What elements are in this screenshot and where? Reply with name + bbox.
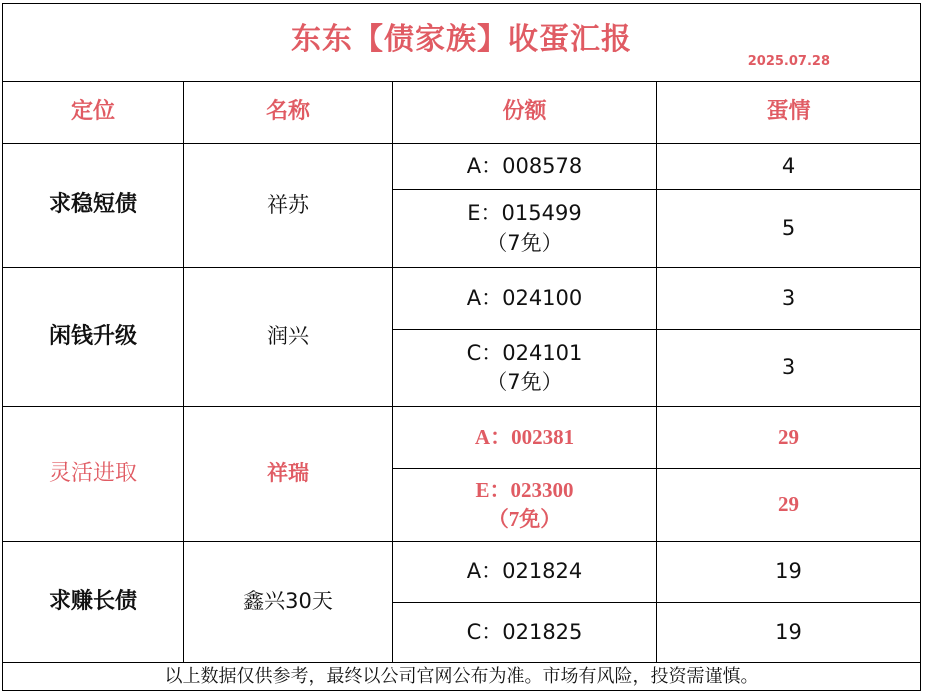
fund-name-cell: 润兴 bbox=[184, 268, 393, 407]
share-cell bbox=[393, 268, 657, 330]
title-row bbox=[3, 4, 921, 82]
table-row bbox=[3, 407, 921, 469]
eggs-cell: 3 bbox=[657, 330, 921, 407]
share-cell bbox=[393, 407, 657, 469]
share-note: （7免） bbox=[486, 370, 563, 394]
share-code: A：021824 bbox=[466, 559, 583, 584]
share-cell bbox=[393, 190, 657, 268]
table-row bbox=[3, 268, 921, 330]
share-cell bbox=[393, 330, 657, 407]
fund-name-cell: 鑫兴30天 bbox=[184, 542, 393, 663]
eggs-cell: 29 bbox=[657, 407, 921, 469]
header-position: 定位 bbox=[3, 82, 184, 144]
eggs-cell: 19 bbox=[657, 542, 921, 603]
share-note: （7免） bbox=[486, 230, 563, 255]
share-code: E：015499 bbox=[467, 201, 582, 226]
share-cell bbox=[393, 469, 657, 542]
position-cell: 灵活进取 bbox=[3, 407, 184, 542]
share-code: E：023300 bbox=[475, 477, 574, 502]
share-code: A：002381 bbox=[474, 424, 575, 449]
footer-row bbox=[3, 663, 921, 691]
header-name: 名称 bbox=[184, 82, 393, 144]
eggs-cell: 29 bbox=[657, 469, 921, 542]
position-cell: 求稳短债 bbox=[3, 144, 184, 268]
share-code: C：021825 bbox=[466, 619, 583, 644]
table-row bbox=[3, 542, 921, 603]
share-note: （7免） bbox=[487, 507, 562, 531]
eggs-cell: 3 bbox=[657, 268, 921, 330]
share-code: C：024101 bbox=[466, 340, 583, 365]
share-cell bbox=[393, 542, 657, 603]
share-cell bbox=[393, 144, 657, 190]
report-date: 2025.07.28 bbox=[747, 53, 830, 69]
fund-name-cell: 祥瑞 bbox=[184, 407, 393, 542]
title-cell bbox=[3, 4, 921, 82]
eggs-cell: 5 bbox=[657, 190, 921, 268]
header-eggs: 蛋情 bbox=[657, 82, 921, 144]
share-cell bbox=[393, 603, 657, 663]
eggs-cell: 4 bbox=[657, 144, 921, 190]
header-share: 份额 bbox=[393, 82, 657, 144]
position-cell: 求赚长债 bbox=[3, 542, 184, 663]
table-row bbox=[3, 144, 921, 190]
share-code: A：008578 bbox=[466, 153, 583, 178]
fund-name-cell: 祥苏 bbox=[184, 144, 393, 268]
share-code: A：024100 bbox=[466, 285, 583, 310]
eggs-cell: 19 bbox=[657, 603, 921, 663]
report-title: 东东【债家族】收蛋汇报 bbox=[291, 21, 632, 57]
position-cell: 闲钱升级 bbox=[3, 268, 184, 407]
report-table bbox=[2, 3, 921, 691]
header-row bbox=[3, 82, 921, 144]
disclaimer-text: 以上数据仅供参考，最终以公司官网公布为准。市场有风险，投资需谨慎。 bbox=[3, 663, 921, 691]
